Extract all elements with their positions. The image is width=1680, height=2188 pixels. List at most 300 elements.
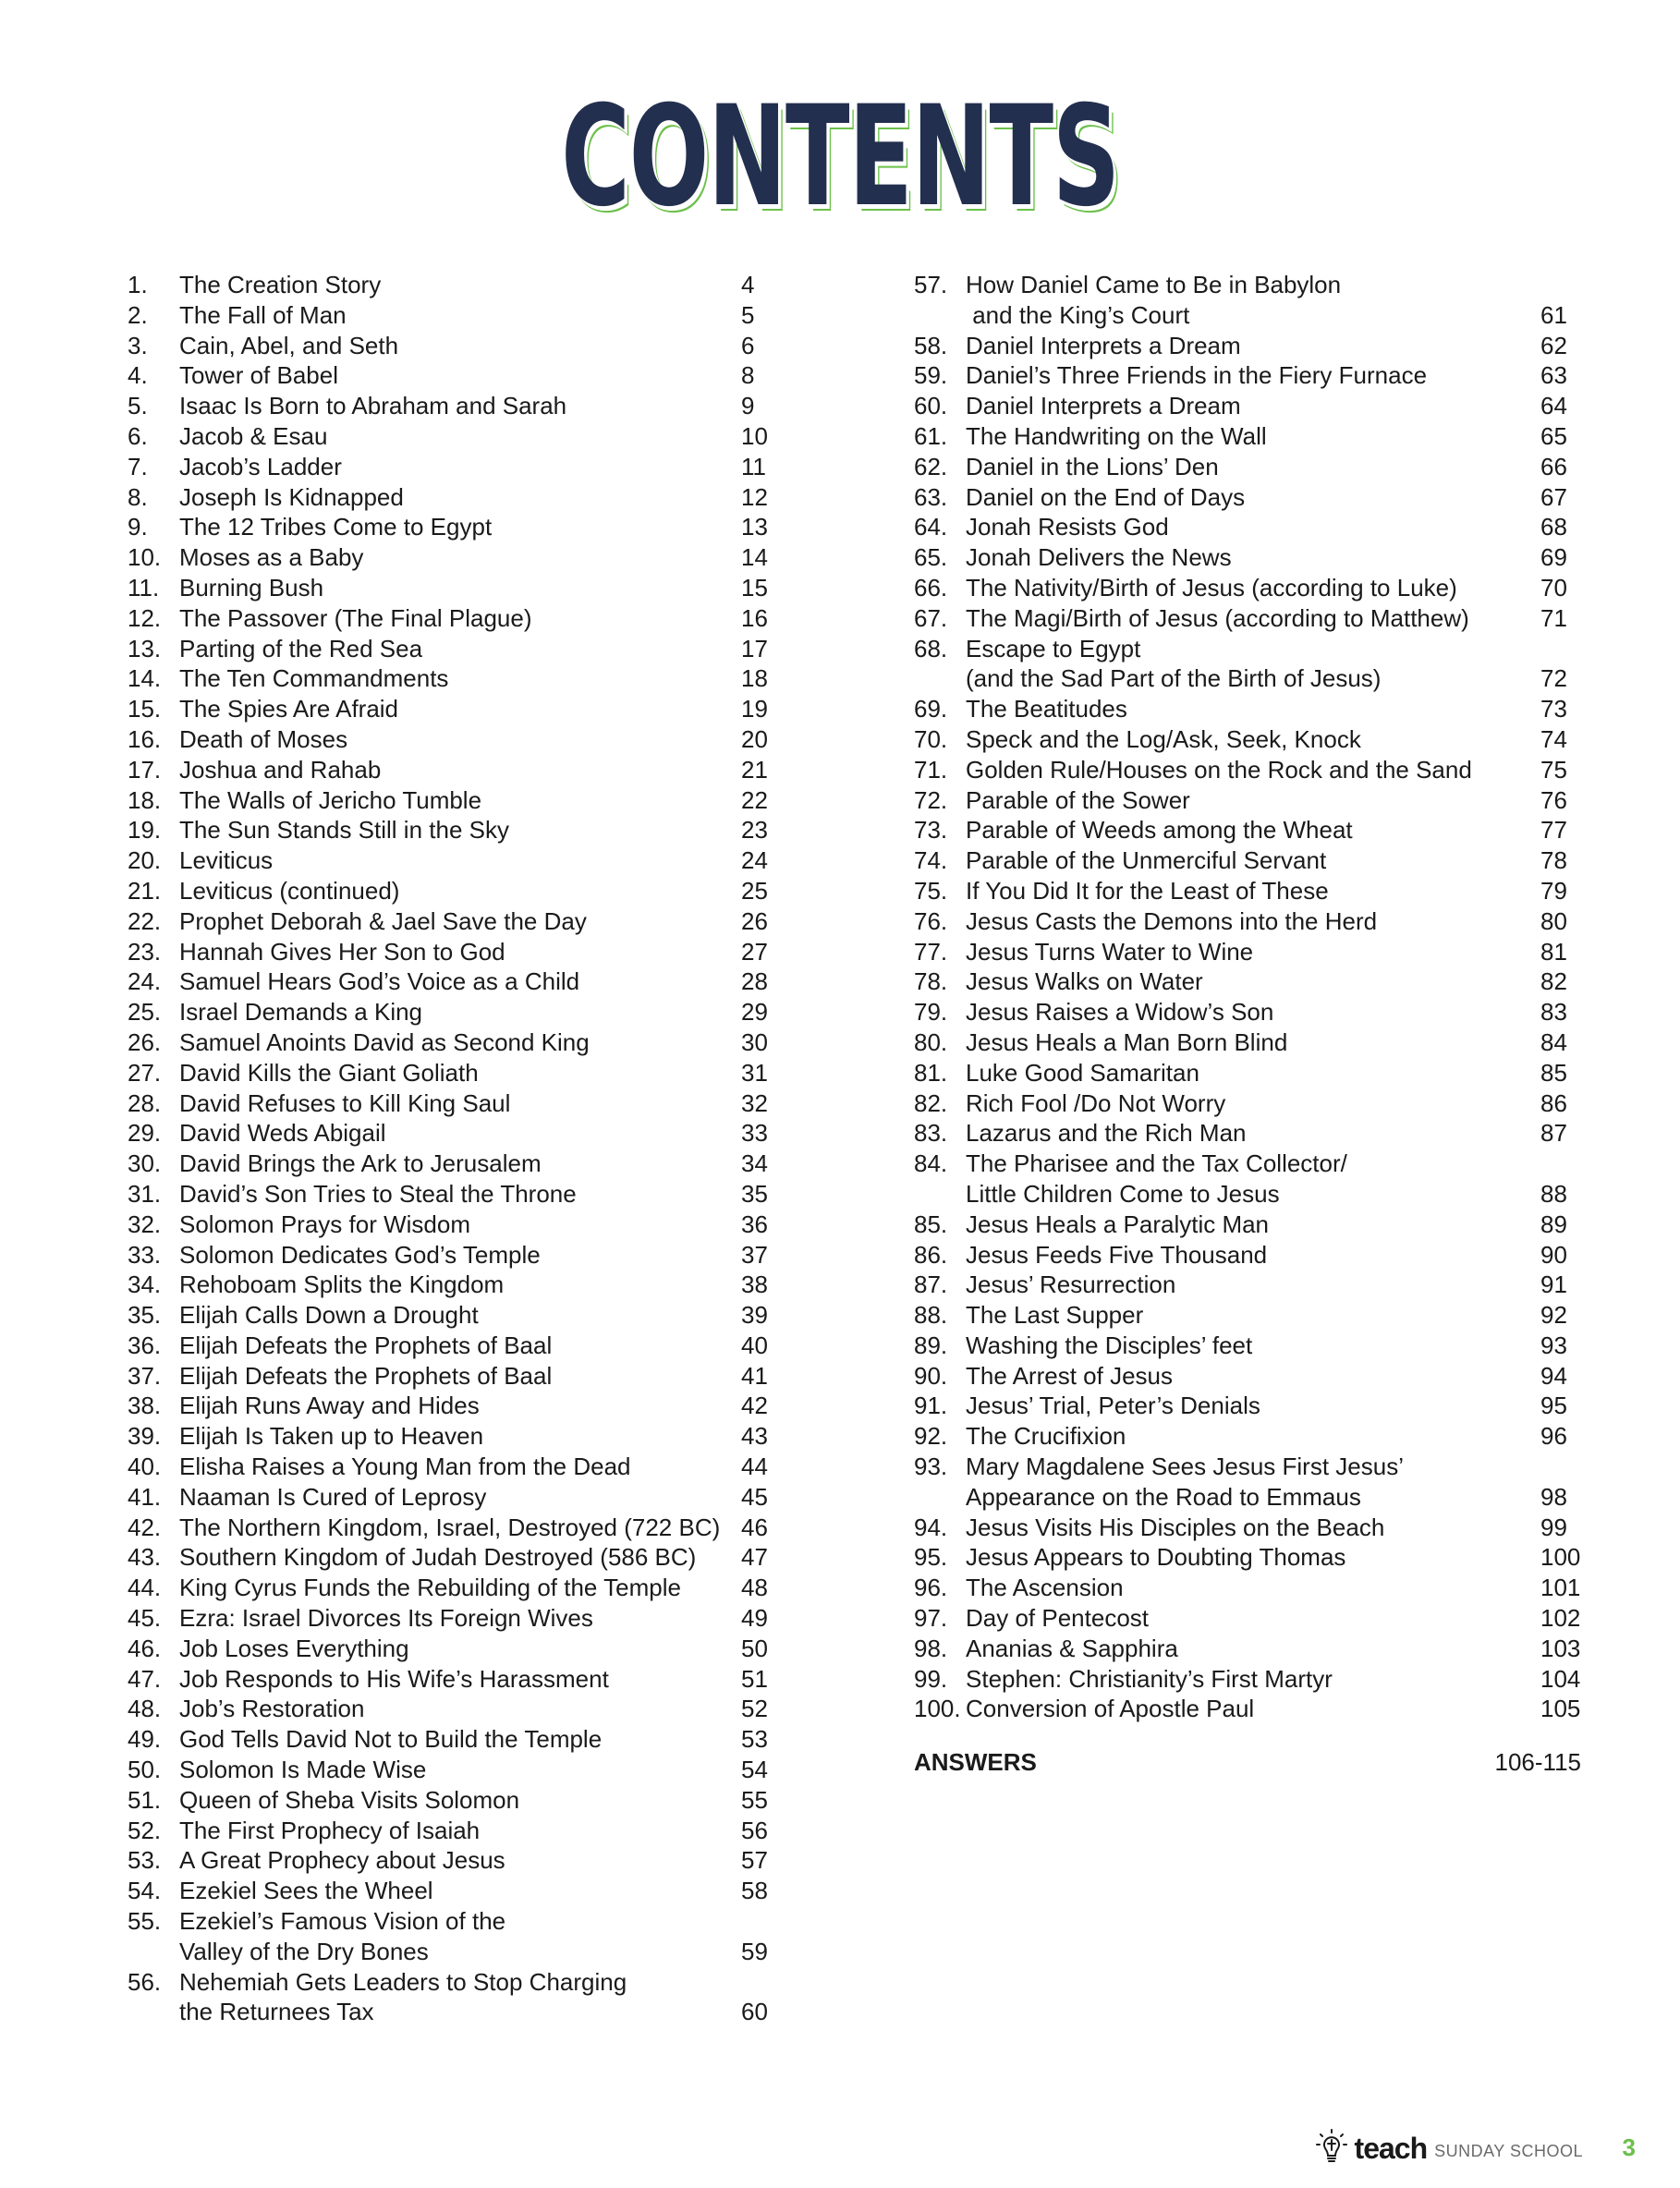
toc-entry-title: Israel Demands a King	[179, 998, 423, 1027]
toc-entry-row	[914, 1027, 1581, 1058]
toc-entry-title: Joseph Is Kidnapped	[179, 482, 404, 511]
toc-entry-page: 20	[741, 724, 768, 753]
toc-entry-title: Ananias & Sapphira	[966, 1634, 1178, 1662]
toc-entry-page: 13	[741, 513, 768, 541]
toc-entry-row	[128, 1240, 774, 1270]
toc-entry-row	[914, 755, 1581, 785]
contents-column-left	[128, 270, 774, 2027]
toc-entry-number: 70.	[914, 724, 948, 753]
toc-entry-row	[128, 391, 774, 421]
toc-entry-page: 10	[741, 421, 768, 450]
toc-entry-title: Elijah Calls Down a Drought	[179, 1301, 479, 1330]
toc-entry-title: Jonah Delivers the News	[966, 543, 1232, 572]
toc-entry-title: Jesus Heals a Paralytic Man	[966, 1209, 1270, 1238]
toc-entry-title: the Returnees Tax	[179, 1998, 374, 2026]
toc-entry-number: 58.	[914, 331, 948, 359]
toc-entry-number: 74.	[914, 846, 948, 875]
toc-entry-number: 61.	[914, 421, 948, 450]
toc-entry-title: Jesus Walks on Water	[966, 967, 1203, 996]
toc-entry-title: Burning Bush	[179, 573, 324, 602]
toc-entry-title: Jacob’s Ladder	[179, 452, 342, 480]
toc-entry-title: Queen of Sheba Visits Solomon	[179, 1785, 520, 1814]
toc-entry-row	[914, 1058, 1581, 1088]
toc-entry-title: How Daniel Came to Be in Babylon	[966, 271, 1342, 298]
toc-entry-number: 45.	[128, 1604, 162, 1633]
toc-entry-title: The Fall of Man	[179, 300, 347, 329]
toc-entry-title: Mary Magdalene Sees Jesus First Jesus’	[966, 1453, 1404, 1481]
toc-entry-title: The Crucifixion	[966, 1422, 1126, 1451]
page-number: 3	[1622, 2133, 1636, 2161]
toc-entry-number: 78.	[914, 967, 948, 996]
toc-entry-page: 5	[741, 300, 755, 329]
toc-entry-page: 74	[1540, 724, 1567, 753]
toc-entry-title: Jesus’ Trial, Peter’s Denials	[966, 1392, 1260, 1420]
toc-entry-row	[128, 694, 774, 724]
toc-entry-number: 82.	[914, 1088, 948, 1117]
toc-entry-number: 3.	[128, 331, 148, 359]
toc-entry-row	[128, 1179, 774, 1209]
answers-pages: 106-115	[1494, 1748, 1581, 1776]
toc-entry-title: Elijah Defeats the Prophets of Baal	[179, 1361, 553, 1390]
toc-entry-row	[914, 1694, 1581, 1724]
toc-entry-page: 4	[741, 271, 755, 298]
toc-entry-row	[914, 1088, 1581, 1119]
toc-entry-number: 28.	[128, 1088, 162, 1117]
toc-entry-title: and the King’s Court	[966, 300, 1190, 329]
toc-entry-number: 63.	[914, 482, 948, 511]
toc-entry-page: 53	[741, 1725, 768, 1754]
toc-entry-row	[914, 603, 1581, 634]
toc-entry-number: 5.	[128, 392, 148, 420]
answers-label: ANSWERS	[914, 1748, 1037, 1776]
toc-entry-number: 42.	[128, 1513, 162, 1541]
toc-entry-number: 69.	[914, 695, 948, 723]
toc-entry-page: 100	[1540, 1543, 1581, 1572]
toc-entry-number: 2.	[128, 300, 148, 329]
toc-entry-number: 77.	[914, 937, 948, 966]
toc-entry-page: 72	[1540, 664, 1567, 693]
toc-entry-row	[128, 1573, 774, 1603]
toc-entry-title: God Tells David Not to Build the Temple	[179, 1725, 603, 1754]
toc-entry-title: Samuel Hears God’s Voice as a Child	[179, 967, 580, 996]
toc-entry-title: Leviticus (continued)	[179, 876, 400, 905]
toc-entry-title: Escape to Egypt	[966, 634, 1141, 662]
toc-entry-number: 35.	[128, 1301, 162, 1330]
toc-entry-page: 76	[1540, 785, 1567, 814]
toc-entry-number: 54.	[128, 1877, 162, 1905]
toc-entry-row	[128, 997, 774, 1027]
toc-entry-title: Elisha Raises a Young Man from the Dead	[179, 1453, 631, 1481]
toc-entry-title: Parting of the Red Sea	[179, 634, 423, 662]
toc-entry-page: 82	[1540, 967, 1567, 996]
toc-entry-page: 95	[1540, 1392, 1567, 1420]
toc-entry-number: 57.	[914, 271, 948, 298]
toc-entry-number: 94.	[914, 1513, 948, 1541]
toc-entry-page: 16	[741, 603, 768, 632]
toc-entry-row	[128, 482, 774, 513]
toc-entry-number: 11.	[128, 573, 160, 602]
toc-entry-number: 36.	[128, 1331, 162, 1359]
toc-entry-page: 71	[1540, 603, 1567, 632]
toc-entry-title: (and the Sad Part of the Birth of Jesus)	[966, 664, 1382, 693]
toc-entry-number: 65.	[914, 543, 948, 572]
toc-entry-title: Jesus Appears to Doubting Thomas	[966, 1543, 1346, 1572]
toc-entry-title: Speck and the Log/Ask, Seek, Knock	[966, 724, 1361, 753]
toc-entry-row	[914, 876, 1581, 906]
toc-entry-title: Death of Moses	[179, 724, 348, 753]
toc-entry-title: Solomon Prays for Wisdom	[179, 1209, 470, 1238]
toc-entry-row	[128, 634, 774, 664]
toc-entry-title: The Walls of Jericho Tumble	[179, 785, 482, 814]
toc-entry-number: 68.	[914, 634, 948, 662]
toc-entry-row	[914, 785, 1581, 816]
toc-entry-number: 91.	[914, 1392, 948, 1420]
toc-entry-page: 18	[741, 664, 768, 693]
toc-entry-number: 93.	[914, 1453, 948, 1481]
toc-entry-row	[128, 1937, 774, 1967]
toc-entry-number: 21.	[128, 876, 162, 905]
toc-entry-number: 89.	[914, 1331, 948, 1359]
toc-entry-page: 32	[741, 1088, 768, 1117]
toc-entry-page: 89	[1540, 1209, 1567, 1238]
toc-entry-title: Daniel in the Lions’ Den	[966, 452, 1219, 480]
toc-entry-row	[128, 1997, 774, 2027]
toc-entry-title: Naaman Is Cured of Leprosy	[179, 1482, 487, 1511]
toc-entry-number: 50.	[128, 1756, 162, 1784]
toc-entry-title: The Creation Story	[179, 271, 382, 298]
toc-entry-page: 61	[1540, 300, 1567, 329]
toc-entry-page: 90	[1540, 1240, 1567, 1269]
toc-entry-row	[128, 1421, 774, 1452]
toc-entry-number: 8.	[128, 482, 148, 511]
toc-entry-page: 55	[741, 1785, 768, 1814]
toc-entry-number: 98.	[914, 1634, 948, 1662]
toc-entry-number: 51.	[128, 1785, 162, 1814]
toc-entry-number: 97.	[914, 1604, 948, 1633]
toc-entry-row	[128, 573, 774, 603]
toc-entry-row	[128, 1603, 774, 1634]
toc-entry-number: 37.	[128, 1361, 162, 1390]
toc-entry-page: 29	[741, 998, 768, 1027]
toc-entry-row	[914, 542, 1581, 573]
toc-entry-page: 58	[741, 1877, 768, 1905]
toc-entry-title: Rehoboam Splits the Kingdom	[179, 1270, 505, 1299]
toc-entry-number: 38.	[128, 1392, 162, 1420]
toc-entry-title: The Passover (The Final Plague)	[179, 603, 532, 632]
toc-entry-page: 98	[1540, 1482, 1567, 1511]
toc-entry-number: 86.	[914, 1240, 948, 1269]
toc-entry-row	[128, 603, 774, 634]
toc-entry-row	[914, 1361, 1581, 1392]
toc-entry-row	[914, 845, 1581, 876]
toc-entry-title: Ezekiel Sees the Wheel	[179, 1877, 433, 1905]
toc-entry-title: Elijah Defeats the Prophets of Baal	[179, 1331, 553, 1359]
toc-entry-number: 32.	[128, 1209, 162, 1238]
toc-entry-number: 4.	[128, 361, 148, 390]
toc-entry-number: 23.	[128, 937, 162, 966]
toc-entry-title: Isaac Is Born to Abraham and Sarah	[179, 392, 567, 420]
toc-entry-title: Daniel Interprets a Dream	[966, 392, 1241, 420]
toc-entry-title: Solomon Dedicates God’s Temple	[179, 1240, 541, 1269]
toc-entry-row	[914, 452, 1581, 482]
toc-entry-page: 78	[1540, 846, 1567, 875]
toc-entry-row	[914, 1513, 1581, 1543]
toc-entry-title: The Handwriting on the Wall	[966, 421, 1267, 450]
toc-entry-number: 92.	[914, 1422, 948, 1451]
toc-entry-number: 64.	[914, 513, 948, 541]
toc-entry-row	[914, 1421, 1581, 1452]
toc-entry-page: 65	[1540, 421, 1567, 450]
toc-entry-row	[128, 755, 774, 785]
toc-entry-row	[914, 270, 1581, 300]
toc-entry-title: David Weds Abigail	[179, 1119, 386, 1148]
toc-entry-page: 25	[741, 876, 768, 905]
toc-entry-title: The Ten Commandments	[179, 664, 449, 693]
toc-entry-number: 80.	[914, 1027, 948, 1056]
toc-entry-row	[128, 1118, 774, 1149]
toc-entry-row	[914, 391, 1581, 421]
toc-entry-row	[914, 1573, 1581, 1603]
toc-entry-row	[128, 663, 774, 694]
toc-entry-page: 17	[741, 634, 768, 662]
toc-entry-page: 66	[1540, 452, 1567, 480]
toc-entry-page: 41	[741, 1361, 768, 1390]
toc-entry-page: 26	[741, 906, 768, 935]
toc-entry-number: 95.	[914, 1543, 948, 1572]
toc-entry-title: The Arrest of Jesus	[966, 1361, 1173, 1390]
toc-entry-page: 8	[741, 361, 755, 390]
toc-entry-row	[914, 634, 1581, 664]
toc-entry-title: Jesus’ Resurrection	[966, 1270, 1176, 1299]
toc-entry-page: 15	[741, 573, 768, 602]
toc-entry-row	[128, 724, 774, 755]
toc-entry-row	[914, 1331, 1581, 1361]
toc-entry-number: 52.	[128, 1816, 162, 1844]
toc-entry-title: Little Children Come to Jesus	[966, 1179, 1280, 1208]
toc-entry-title: David Brings the Ark to Jerusalem	[179, 1149, 542, 1178]
toc-entry-number: 14.	[128, 664, 162, 693]
brand-sunday-school: SUNDAY SCHOOL	[1434, 2142, 1583, 2160]
toc-entry-page: 30	[741, 1027, 768, 1056]
toc-entry-number: 17.	[128, 755, 162, 784]
footer-brand	[1316, 2128, 1583, 2170]
toc-entry-page: 92	[1540, 1301, 1567, 1330]
toc-entry-number: 67.	[914, 603, 948, 632]
toc-entry-number: 40.	[128, 1453, 162, 1481]
toc-entry-row	[128, 452, 774, 482]
toc-entry-title: The Pharisee and the Tax Collector/	[966, 1149, 1347, 1178]
toc-entry-number: 49.	[128, 1725, 162, 1754]
toc-entry-title: Parable of Weeds among the Wheat	[966, 816, 1353, 845]
toc-entry-row	[128, 300, 774, 331]
toc-entry-title: Job’s Restoration	[179, 1695, 365, 1723]
toc-entry-row	[128, 542, 774, 573]
toc-entry-title: Lazarus and the Rich Man	[966, 1119, 1247, 1148]
toc-entry-number: 84.	[914, 1149, 948, 1178]
toc-entry-number: 53.	[128, 1846, 162, 1875]
toc-entry-row	[914, 573, 1581, 603]
toc-entry-page: 50	[741, 1634, 768, 1662]
toc-entry-row	[128, 270, 774, 300]
toc-entry-page: 6	[741, 331, 755, 359]
toc-entry-page: 28	[741, 967, 768, 996]
toc-entry-page: 11	[741, 452, 766, 480]
toc-entry-page: 103	[1540, 1634, 1581, 1662]
toc-entry-row	[128, 1967, 774, 1998]
toc-entry-row	[914, 1209, 1581, 1240]
toc-entry-page: 69	[1540, 543, 1567, 572]
toc-entry-row	[128, 1785, 774, 1816]
toc-entry-page: 43	[741, 1422, 768, 1451]
toc-entry-page: 64	[1540, 392, 1567, 420]
toc-entry-row	[128, 966, 774, 997]
toc-entry-title: Jesus Feeds Five Thousand	[966, 1240, 1268, 1269]
toc-entry-title: The Last Supper	[966, 1301, 1144, 1330]
toc-entry-row	[914, 966, 1581, 997]
toc-entry-title: Golden Rule/Houses on the Rock and the Sand	[966, 755, 1472, 784]
toc-entry-number: 62.	[914, 452, 948, 480]
toc-entry-number: 73.	[914, 816, 948, 845]
toc-entry-row	[128, 1361, 774, 1392]
toc-entry-number: 31.	[128, 1179, 162, 1208]
toc-entry-page: 54	[741, 1756, 768, 1784]
toc-entry-page: 40	[741, 1331, 768, 1359]
toc-entry-page: 81	[1540, 937, 1567, 966]
toc-entry-number: 39.	[128, 1422, 162, 1451]
toc-entry-number: 81.	[914, 1058, 948, 1087]
toc-entry-page: 24	[741, 846, 768, 875]
toc-entry-title: Jacob & Esau	[179, 421, 328, 450]
toc-entry-number: 34.	[128, 1270, 162, 1299]
toc-entry-page: 36	[741, 1209, 768, 1238]
toc-entry-row	[914, 1542, 1581, 1573]
toc-entry-page: 22	[741, 785, 768, 814]
toc-entry-page: 31	[741, 1058, 768, 1087]
toc-entry-row	[914, 724, 1581, 755]
toc-entry-page: 84	[1540, 1027, 1567, 1056]
toc-entry-number: 18.	[128, 785, 162, 814]
toc-entry-title: Appearance on the Road to Emmaus	[966, 1482, 1361, 1511]
toc-entry-title: A Great Prophecy about Jesus	[179, 1846, 505, 1875]
toc-entry-number: 25.	[128, 998, 162, 1027]
toc-entry-row	[128, 1058, 774, 1088]
toc-entry-page: 70	[1540, 573, 1567, 602]
toc-entry-row	[128, 1542, 774, 1573]
toc-entry-number: 24.	[128, 967, 162, 996]
toc-entry-title: The Ascension	[966, 1574, 1124, 1602]
toc-entry-number: 96.	[914, 1574, 948, 1602]
toc-entry-title: Jesus Heals a Man Born Blind	[966, 1027, 1288, 1056]
toc-entry-number: 87.	[914, 1270, 948, 1299]
toc-entry-page: 68	[1540, 513, 1567, 541]
toc-entry-page: 83	[1540, 998, 1567, 1027]
toc-entry-row	[914, 1391, 1581, 1421]
toc-entry-row	[128, 1513, 774, 1543]
toc-entry-row	[128, 1027, 774, 1058]
toc-entry-page: 12	[741, 482, 768, 511]
toc-entry-row	[914, 1603, 1581, 1634]
toc-entry-number: 6.	[128, 421, 148, 450]
toc-entry-title: Daniel’s Three Friends in the Fiery Furnace	[966, 361, 1428, 390]
contents-column-right	[914, 270, 1581, 1724]
toc-entry-page: 93	[1540, 1331, 1567, 1359]
toc-entry-number: 10.	[128, 543, 162, 572]
toc-entry-page: 73	[1540, 695, 1567, 723]
toc-entry-number: 16.	[128, 724, 162, 753]
toc-entry-title: Stephen: Christianity’s First Martyr	[966, 1664, 1333, 1693]
toc-entry-title: Job Loses Everything	[179, 1634, 409, 1662]
toc-entry-number: 99.	[914, 1664, 948, 1693]
toc-entry-row	[128, 845, 774, 876]
toc-entry-title: Parable of the Unmerciful Servant	[966, 846, 1327, 875]
toc-entry-page: 48	[741, 1574, 768, 1602]
toc-entry-page: 46	[741, 1513, 768, 1541]
toc-entry-page: 23	[741, 816, 768, 845]
toc-entry-title: David’s Son Tries to Steal the Throne	[179, 1179, 577, 1208]
toc-entry-page: 47	[741, 1543, 768, 1572]
toc-entry-page: 34	[741, 1149, 768, 1178]
toc-entry-row	[914, 331, 1581, 361]
toc-entry-row	[914, 421, 1581, 452]
toc-entry-title: Jesus Visits His Disciples on the Beach	[966, 1513, 1385, 1541]
toc-entry-title: The 12 Tribes Come to Egypt	[179, 513, 493, 541]
toc-entry-title: Valley of the Dry Bones	[179, 1937, 429, 1965]
toc-entry-number: 100.	[914, 1695, 961, 1723]
toc-entry-title: Samuel Anoints David as Second King	[179, 1027, 590, 1056]
toc-entry-row	[128, 1816, 774, 1846]
toc-entry-number: 44.	[128, 1574, 162, 1602]
toc-entry-row	[914, 1118, 1581, 1149]
toc-entry-title: Luke Good Samaritan	[966, 1058, 1199, 1087]
toc-entry-row	[914, 1240, 1581, 1270]
toc-entry-title: Jonah Resists God	[966, 513, 1169, 541]
toc-entry-number: 79.	[914, 998, 948, 1027]
toc-entry-title: Tower of Babel	[179, 361, 338, 390]
toc-entry-number: 26.	[128, 1027, 162, 1056]
toc-entry-page: 62	[1540, 331, 1567, 359]
toc-entry-page: 52	[741, 1695, 768, 1723]
toc-entry-page: 21	[741, 755, 768, 784]
toc-entry-row	[128, 1482, 774, 1513]
toc-entry-row	[128, 785, 774, 816]
toc-entry-row	[128, 1391, 774, 1421]
toc-entry-page: 79	[1540, 876, 1567, 905]
toc-entry-page: 88	[1540, 1179, 1567, 1208]
toc-entry-row	[128, 421, 774, 452]
toc-entry-row	[128, 1149, 774, 1179]
toc-entry-page: 87	[1540, 1119, 1567, 1148]
toc-entry-row	[128, 360, 774, 391]
toc-entry-number: 33.	[128, 1240, 162, 1269]
toc-entry-row	[128, 1724, 774, 1755]
toc-entry-title: Cain, Abel, and Seth	[179, 331, 399, 359]
toc-entry-row	[128, 1755, 774, 1785]
toc-entry-number: 29.	[128, 1119, 162, 1148]
toc-entry-title: Elijah Is Taken up to Heaven	[179, 1422, 484, 1451]
toc-entry-number: 71.	[914, 755, 948, 784]
toc-entry-row	[914, 482, 1581, 513]
toc-entry-title: Day of Pentecost	[966, 1604, 1149, 1633]
toc-entry-title: The First Prophecy of Isaiah	[179, 1816, 481, 1844]
toc-entry-row	[128, 1634, 774, 1664]
toc-entry-title: The Spies Are Afraid	[179, 695, 399, 723]
toc-entry-page: 27	[741, 937, 768, 966]
toc-entry-row	[914, 937, 1581, 967]
toc-entry-row	[914, 1634, 1581, 1664]
brand-teach: teach	[1354, 2132, 1428, 2165]
toc-entry-row	[914, 1179, 1581, 1209]
toc-entry-number: 48.	[128, 1695, 162, 1723]
